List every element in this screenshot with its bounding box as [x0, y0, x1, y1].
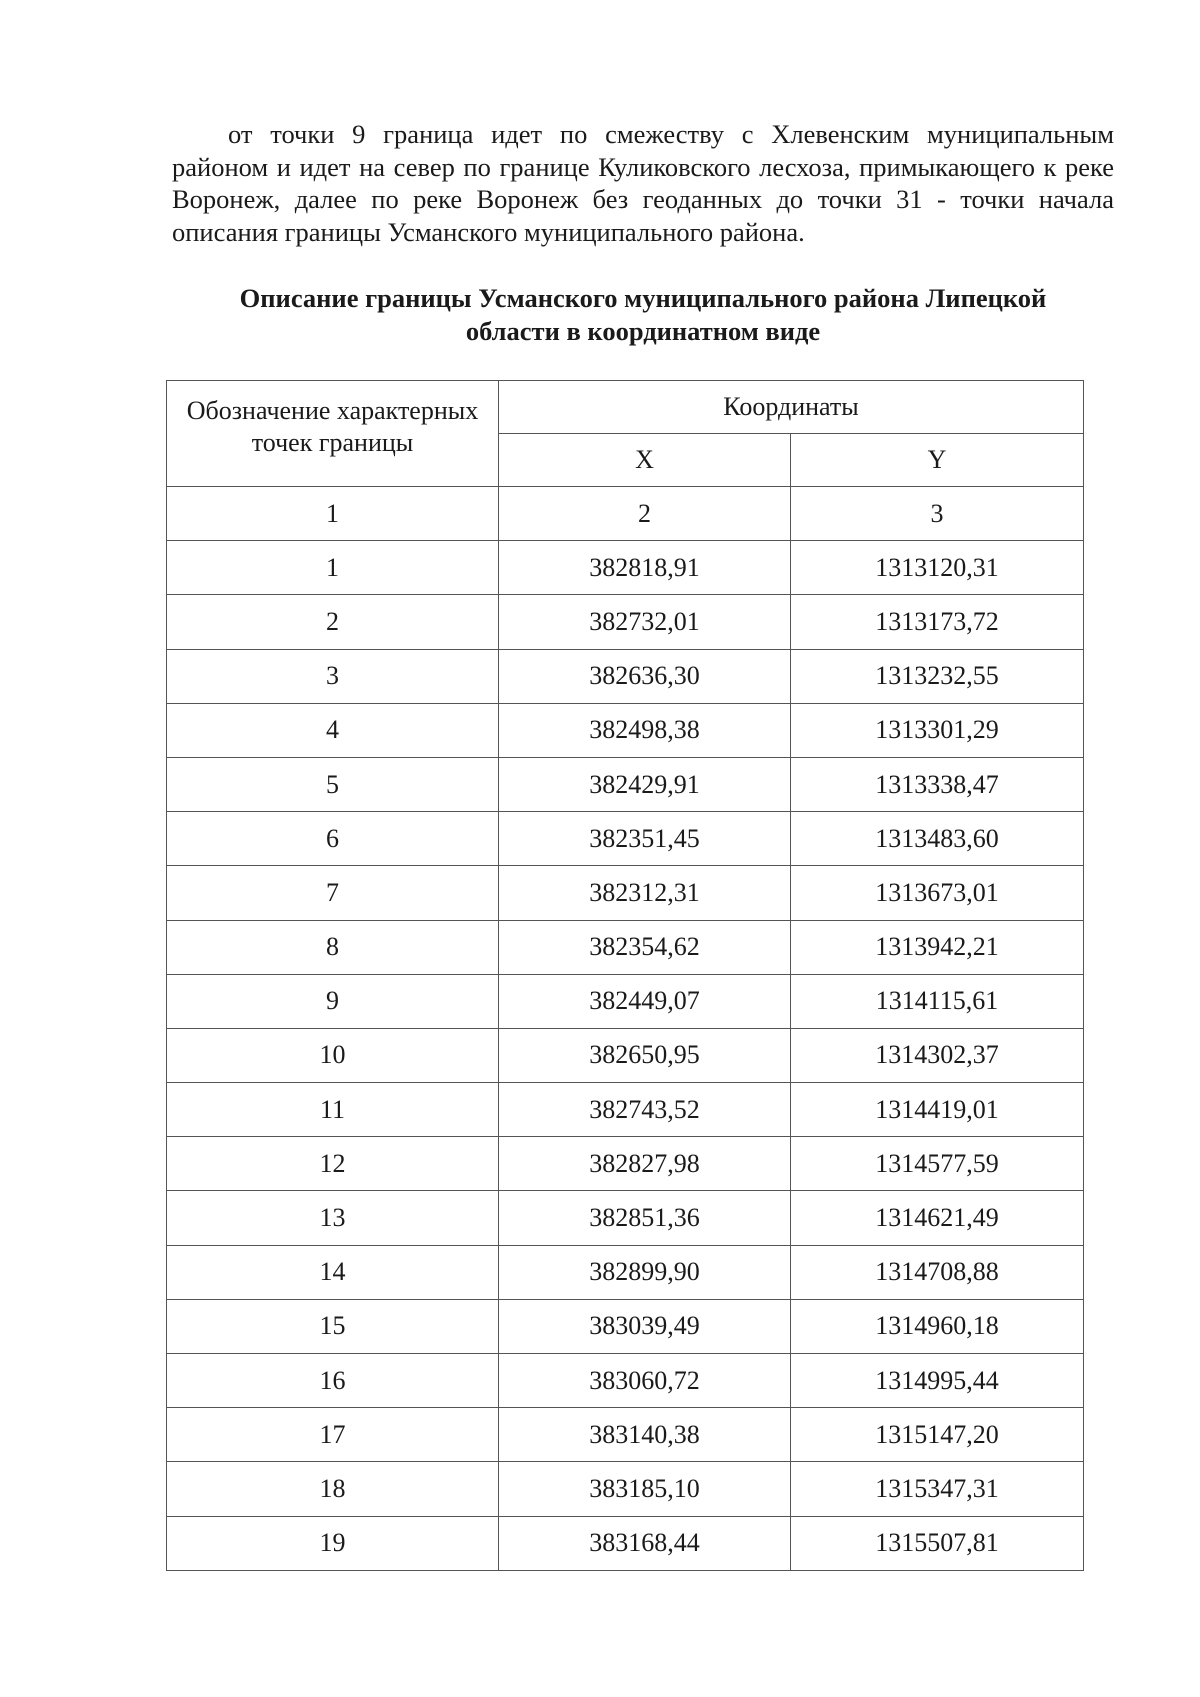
header-row-top	[167, 381, 1084, 434]
y-coordinate-cell: 1314577,59	[791, 1137, 1084, 1191]
point-number-cell: 11	[167, 1083, 499, 1137]
point-number-cell: 3	[167, 649, 499, 703]
point-number-cell: 18	[167, 1462, 499, 1516]
title-line-1: Описание границы Усманского муниципального района Липецкой	[239, 283, 1047, 313]
point-number-cell: 1	[167, 541, 499, 595]
coordinates-table	[166, 380, 1084, 1571]
x-coordinate-cell: 383039,49	[499, 1299, 791, 1353]
x-coordinate-cell: 382743,52	[499, 1083, 791, 1137]
x-coordinate-cell: 382429,91	[499, 757, 791, 811]
point-number-cell: 7	[167, 866, 499, 920]
point-number-cell: 16	[167, 1354, 499, 1408]
y-coordinate-cell: 1313338,47	[791, 757, 1084, 811]
column-number-1: 1	[167, 487, 499, 541]
y-coordinate-cell: 1313942,21	[791, 920, 1084, 974]
point-number-cell: 2	[167, 595, 499, 649]
y-coordinate-cell: 1313301,29	[791, 703, 1084, 757]
table-row	[167, 1516, 1084, 1570]
table-row	[167, 595, 1084, 649]
x-coordinate-cell: 382636,30	[499, 649, 791, 703]
table-row	[167, 866, 1084, 920]
y-coordinate-cell: 1313232,55	[791, 649, 1084, 703]
x-coordinate-cell: 382449,07	[499, 974, 791, 1028]
x-coordinate-cell: 382351,45	[499, 812, 791, 866]
table-row	[167, 757, 1084, 811]
table-row	[167, 1299, 1084, 1353]
table-row	[167, 703, 1084, 757]
point-number-cell: 4	[167, 703, 499, 757]
x-coordinate-cell: 382827,98	[499, 1137, 791, 1191]
x-coordinate-cell: 382498,38	[499, 703, 791, 757]
y-coordinate-cell: 1315507,81	[791, 1516, 1084, 1570]
table-row	[167, 974, 1084, 1028]
point-number-cell: 17	[167, 1408, 499, 1462]
column-number-3: 3	[791, 487, 1084, 541]
point-number-cell: 13	[167, 1191, 499, 1245]
x-coordinate-cell: 382732,01	[499, 595, 791, 649]
y-coordinate-cell: 1314115,61	[791, 974, 1084, 1028]
table-row	[167, 649, 1084, 703]
table-body	[167, 541, 1084, 1571]
table-row	[167, 1137, 1084, 1191]
table-header	[167, 381, 1084, 541]
column-number-row	[167, 487, 1084, 541]
x-coordinate-cell: 383185,10	[499, 1462, 791, 1516]
point-number-cell: 19	[167, 1516, 499, 1570]
column-number-2: 2	[499, 487, 791, 541]
point-number-cell: 14	[167, 1245, 499, 1299]
x-coordinate-cell: 382354,62	[499, 920, 791, 974]
x-coordinate-cell: 382312,31	[499, 866, 791, 920]
header-coordinates-label: Координаты	[499, 381, 1084, 434]
x-coordinate-cell: 383168,44	[499, 1516, 791, 1570]
table-row	[167, 1245, 1084, 1299]
point-number-cell: 15	[167, 1299, 499, 1353]
table-row	[167, 1083, 1084, 1137]
x-coordinate-cell: 383060,72	[499, 1354, 791, 1408]
y-coordinate-cell: 1313120,31	[791, 541, 1084, 595]
table-row	[167, 1462, 1084, 1516]
point-number-cell: 5	[167, 757, 499, 811]
y-coordinate-cell: 1315347,31	[791, 1462, 1084, 1516]
y-coordinate-cell: 1313483,60	[791, 812, 1084, 866]
header-y-label: Y	[791, 434, 1084, 487]
y-coordinate-cell: 1314708,88	[791, 1245, 1084, 1299]
y-coordinate-cell: 1313673,01	[791, 866, 1084, 920]
table-row	[167, 541, 1084, 595]
table-row	[167, 1408, 1084, 1462]
table-row	[167, 920, 1084, 974]
y-coordinate-cell: 1314419,01	[791, 1083, 1084, 1137]
x-coordinate-cell: 382899,90	[499, 1245, 791, 1299]
point-number-cell: 10	[167, 1028, 499, 1082]
y-coordinate-cell: 1314960,18	[791, 1299, 1084, 1353]
table-row	[167, 1354, 1084, 1408]
y-coordinate-cell: 1315147,20	[791, 1408, 1084, 1462]
table-row	[167, 812, 1084, 866]
point-number-cell: 8	[167, 920, 499, 974]
x-coordinate-cell: 383140,38	[499, 1408, 791, 1462]
y-coordinate-cell: 1314621,49	[791, 1191, 1084, 1245]
table-row	[167, 1028, 1084, 1082]
point-number-cell: 12	[167, 1137, 499, 1191]
y-coordinate-cell: 1314302,37	[791, 1028, 1084, 1082]
x-coordinate-cell: 382650,95	[499, 1028, 791, 1082]
y-coordinate-cell: 1313173,72	[791, 595, 1084, 649]
x-coordinate-cell: 382851,36	[499, 1191, 791, 1245]
table-row	[167, 1191, 1084, 1245]
document-title	[172, 282, 1114, 348]
header-point-label: Обозначение характерных точек границы	[167, 381, 499, 487]
y-coordinate-cell: 1314995,44	[791, 1354, 1084, 1408]
x-coordinate-cell: 382818,91	[499, 541, 791, 595]
intro-paragraph: от точки 9 граница идет по смежеству с Хлевенским муниципальным районом и идет на север по границе Куликовского лесхоза, примыкающего к реке Воронеж, далее по реке Воронеж без геоданных до точки 31 - точки начала описания границы Усманского муниципального района.	[172, 119, 1114, 247]
point-number-cell: 6	[167, 812, 499, 866]
point-number-cell: 9	[167, 974, 499, 1028]
header-x-label: X	[499, 434, 791, 487]
title-line-2: области в координатном виде	[465, 316, 821, 346]
